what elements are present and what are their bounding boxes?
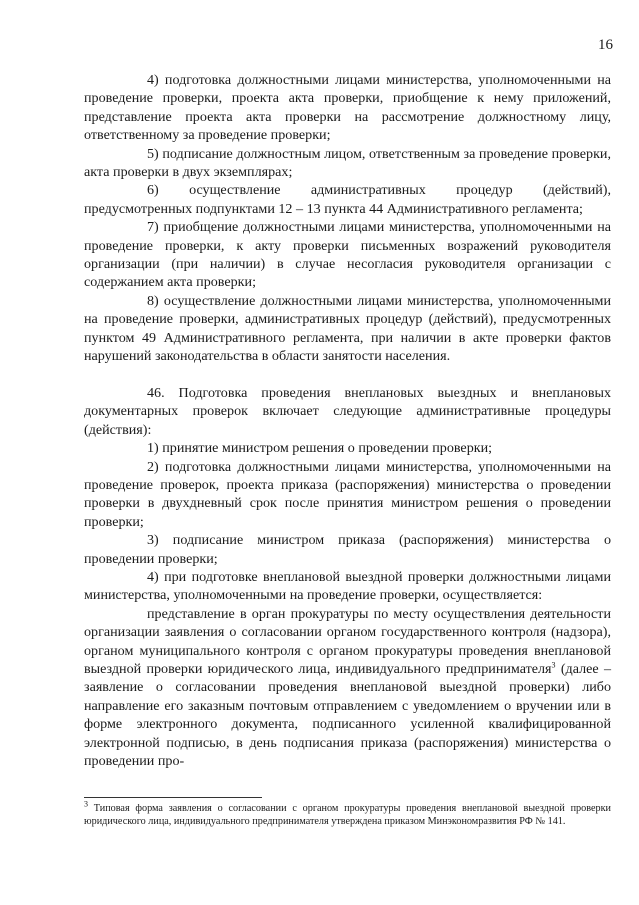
paragraph-item-4-inspection-act: 4) подготовка должностными лицами министерства, уполномоченными на проведение проверки, проекта акта проверки, приобщение к нему приложений, представление проекта акта проверки на рассмотрение должностному лицу, ответственному за проведение проверки; [84,72,611,144]
paragraph-46-item-2: 2) подготовка должностными лицами министерства, уполномоченными на проведение проверок, проекта приказа (распоряжения) министерства о проведении проверки в двухдневный срок после принятия министром решения о проведении проверки; [84,458,611,530]
page-number: 16 [598,37,613,53]
footnote-separator [84,797,262,798]
paragraph-46-item-1: 1) принятие министром решения о проведении проверки; [147,440,493,457]
footnote-marker: 3 [84,799,88,809]
paragraph-item-5-signing: 5) подписание должностным лицом, ответственным за проведение проверки, акта проверки в двух экземплярах; [84,145,611,181]
paragraph-prosecutor-application [84,605,611,771]
footnote-text: Типовая форма заявления о согласовании с органом прокуратуры проведения внеплановой выездной проверки юридического лица, индивидуального предпринимателя утверждена приказом Минэкономразвития РФ № 141. [84,803,611,827]
footnote-reference: 3 [551,660,556,670]
paragraph-section-46: 46. Подготовка проведения внеплановых выездных и внеплановых документарных проверок включает следующие административные процедуры (действия): [84,384,611,438]
paragraph-item-7-objections: 7) приобщение должностными лицами министерства, уполномоченными на проведение проверки, к акту проверки письменных возражений руководителя организации (при наличии) в случае несогласия руководителя организации с содержанием акта проверки; [84,219,611,291]
paragraph-item-6-procedures: 6) осуществление административных процедур (действий), предусмотренных подпунктами 12 – 13 пункта 44 Административного регламента; [84,182,611,217]
prosecutor-text-part-2: (далее – заявление о согласовании проведения внеплановой выездной проверки) либо направление его заказным почтовым отправлением с уведомлением о вручении или в форме электронного документа, подписанного усиленной квалифицированной электронной подписью, в день подписания приказа (распоряжения) министерства о проведении про- [84,660,611,770]
footnote [84,799,611,828]
paragraph-46-item-4: 4) при подготовке внеплановой выездной проверки должностными лицами министерства, уполномоченными на проведение проверки, осуществляется: [84,568,611,604]
body-text [84,71,611,770]
prosecutor-text-part-1: представление в орган прокуратуры по месту осуществления деятельности организации заявления о согласовании органом государственного контроля (надзора), органом муниципального контроля с органом прокуратуры проведения внеплановой выездной проверки юридического лица, индивидуального предпринимателя [84,605,611,677]
paragraph-46-item-3: 3) подписание министром приказа (распоряжения) министерства о проведении проверки; [84,532,611,567]
paragraph-item-8-violations: 8) осуществление должностными лицами министерства, уполномоченными на проведение проверки, административных процедур (действий), предусмотренных пунктом 49 Административного регламента, при наличии в акте проверки фактов нарушений законодательства в области занятости населения. [84,292,611,365]
